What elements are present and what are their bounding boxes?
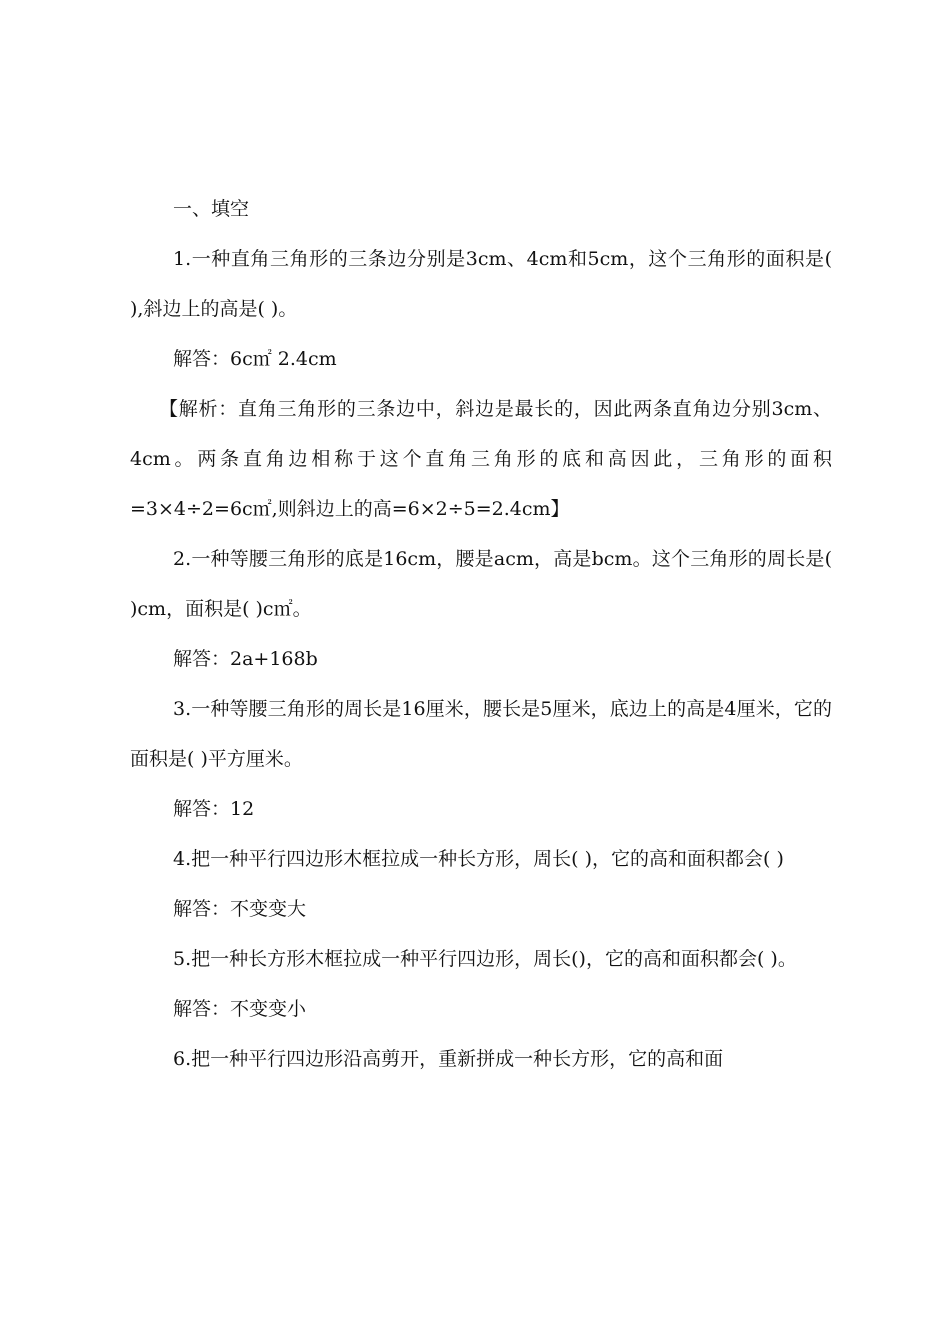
question-4: 4.把一种平行四边形木框拉成一种长方形，周长( )，它的高和面积都会( ) bbox=[173, 848, 784, 870]
question-5: 5.把一种长方形木框拉成一种平行四边形，周长()，它的高和面积都会( )。 bbox=[173, 948, 797, 970]
question-1: 1.一种直角三角形的三条边分别是3cm、4cm和5cm，这个三角形的面积是( ),斜边上的高是( )。 bbox=[130, 248, 832, 320]
analysis-1: 【解析：直角三角形的三条边中，斜边是最长的，因此两条直角边分别3cm、4cm。两条直角边相称于这个直角三角形的底和高因此，三角形的面积=3×4÷2=6c㎡,则斜边上的高=6×2÷5=2.4cm】 bbox=[130, 398, 832, 520]
answer-4: 解答：不变变大 bbox=[173, 898, 307, 920]
document-page bbox=[130, 184, 832, 1084]
section-title: 一、填空 bbox=[173, 198, 250, 220]
question-2: 2.一种等腰三角形的底是16cm，腰是acm，高是bcm。这个三角形的周长是( )cm，面积是( )c㎡。 bbox=[130, 548, 832, 620]
answer-1: 解答：6c㎡ 2.4cm bbox=[173, 348, 337, 370]
question-6: 6.把一种平行四边形沿高剪开，重新拼成一种长方形，它的高和面 bbox=[173, 1048, 724, 1070]
answer-2: 解答：2a+168b bbox=[173, 648, 318, 670]
answer-3: 解答：12 bbox=[173, 798, 255, 820]
question-3: 3.一种等腰三角形的周长是16厘米，腰长是5厘米，底边上的高是4厘米，它的面积是( )平方厘米。 bbox=[130, 698, 832, 770]
answer-5: 解答：不变变小 bbox=[173, 998, 307, 1020]
